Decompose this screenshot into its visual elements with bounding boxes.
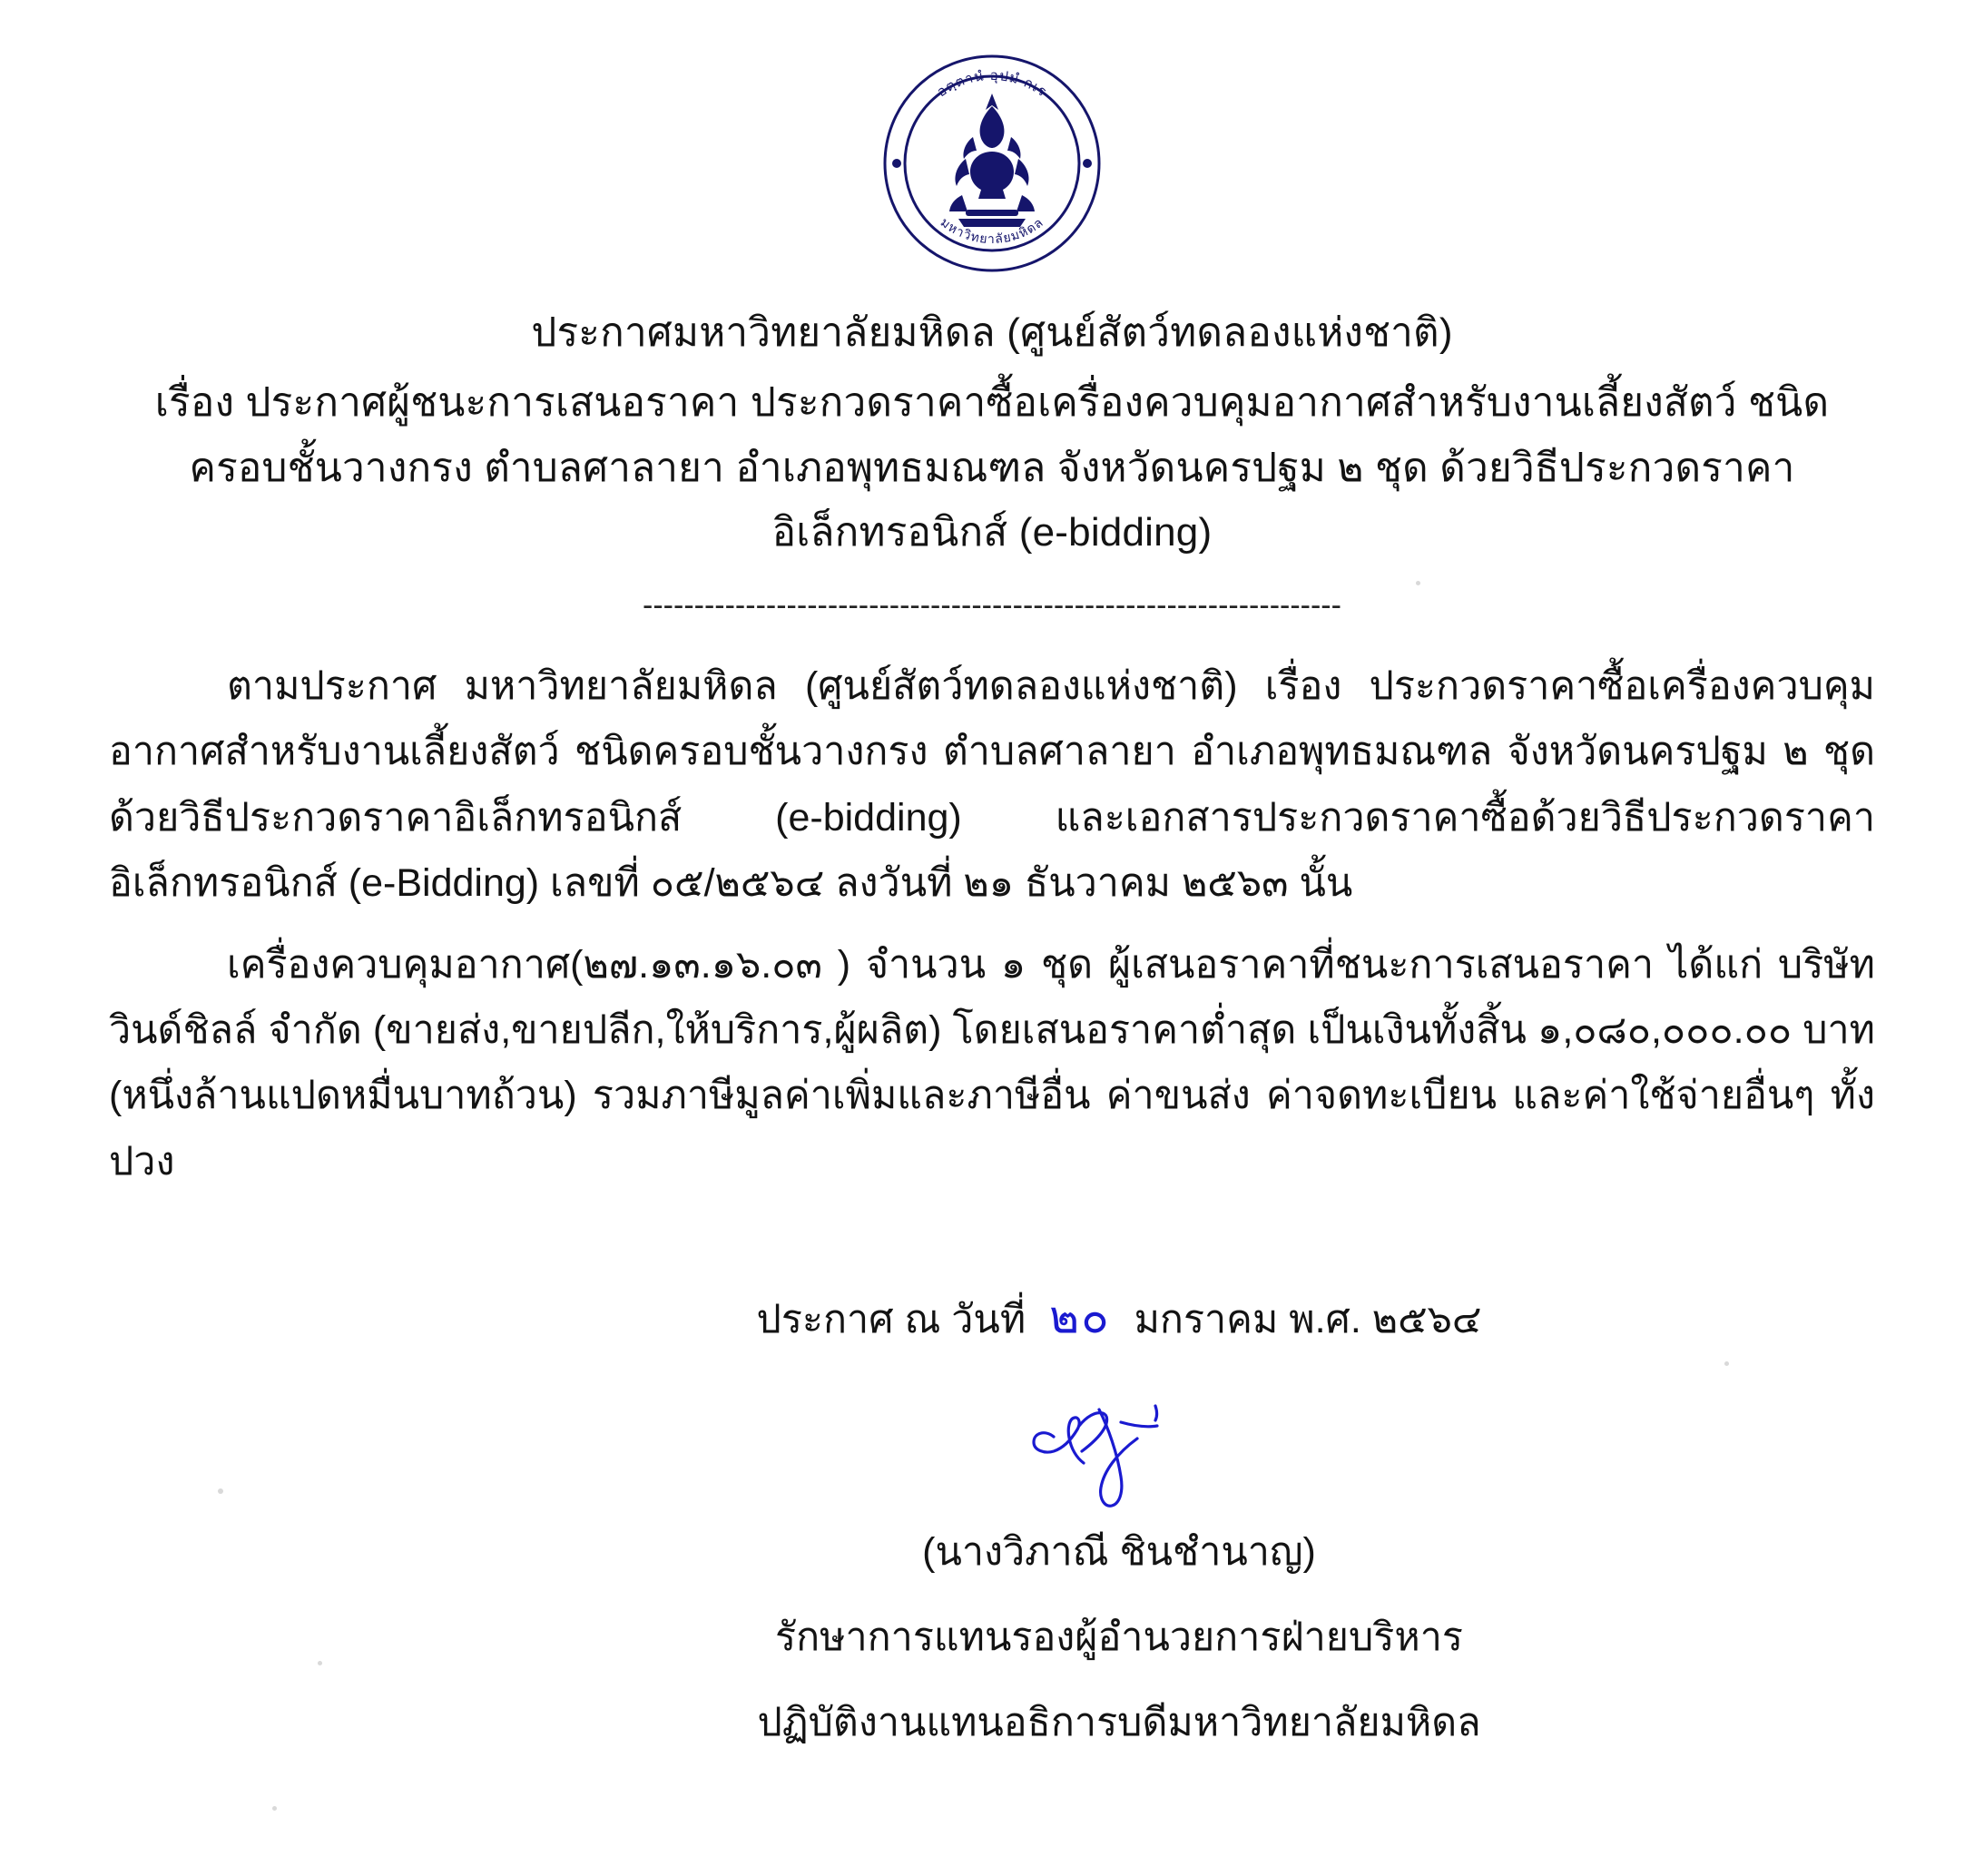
signature-icon bbox=[363, 1390, 1875, 1517]
signer-role-line-2: ปฏิบัติงานแทนอธิการบดีมหาวิทยาลัยมหิดล bbox=[757, 1700, 1481, 1744]
scan-speck bbox=[1724, 1361, 1729, 1366]
scan-speck bbox=[1416, 581, 1420, 585]
signer-role-line-1: รักษาการแทนรองผู้อำนวยการฝ่ายบริหาร bbox=[775, 1615, 1463, 1659]
signer-name: (นางวิภาณี ชินชำนาญ) bbox=[922, 1529, 1316, 1574]
paragraph-1: ตามประกาศ มหาวิทยาลัยมหิดล (ศูนย์สัตว์ทดลองแห่งชาติ) เรื่อง ประกวดราคาซื้อเครื่องควบคุมอากาศสำหรับงานเลี้ยงสัตว์ ชนิดครอบชั้นวางกรง ตำบลศาลายา อำเภอพุทธมณฑล จังหวัดนครปฐม ๒ ชุด ด้วยวิธีประกวดราคาอิเล็กทรอนิกส์ (e-bidding) และเอกสารประกวดราคาซื้อด้วยวิธีประกวดราคาอิเล็กทรอนิกส์ (e-Bidding) เลขที่ ๐๕/๒๕๖๔ ลงวันที่ ๒๑ ธันวาคม ๒๕๖๓ นั้น bbox=[109, 664, 1875, 905]
document-header bbox=[109, 300, 1875, 565]
dateline-prefix: ประกาศ ณ วันที่ bbox=[756, 1297, 1026, 1341]
page-title: ประกาศมหาวิทยาลัยมหิดล (ศูนย์สัตว์ทดลองแห่งชาติ) bbox=[531, 310, 1453, 355]
dateline-day-handwritten: ๒๐ bbox=[1049, 1290, 1111, 1343]
signature-block bbox=[109, 1390, 1875, 1753]
svg-text:มหาวิทยาลัยมหิดล: มหาวิทยาลัยมหิดล bbox=[937, 215, 1047, 248]
svg-text:อตฺตานํ อุปมํ กเร: อตฺตานํ อุปมํ กเร bbox=[933, 66, 1051, 101]
scan-speck bbox=[272, 1806, 277, 1811]
dateline bbox=[109, 1282, 1875, 1353]
divider: -------------------------------------------------------------------- bbox=[643, 588, 1341, 624]
emblem-container bbox=[109, 0, 1875, 277]
dateline-suffix: มกราคม พ.ศ. ๒๕๖๔ bbox=[1134, 1297, 1482, 1341]
document-body bbox=[109, 653, 1875, 1194]
mahidol-seal-icon bbox=[879, 50, 1105, 277]
paragraph-2: เครื่องควบคุมอากาศ(๒๗.๑๓.๑๖.๐๓ ) จำนวน ๑ ชุด ผู้เสนอราคาที่ชนะการเสนอราคา ได้แก่ บริษัท วินด์ชิลล์ จำกัด (ขายส่ง,ขายปลีก,ให้บริการ,ผู้ผลิต) โดยเสนอราคาต่ำสุด เป็นเงินทั้งสิ้น ๑,๐๘๐,๐๐๐.๐๐ บาท (หนึ่งล้านแปดหมื่นบาทถ้วน) รวมภาษีมูลค่าเพิ่มและภาษีอื่น ค่าขนส่ง ค่าจดทะเบียน และค่าใช้จ่ายอื่นๆ ทั้งปวง bbox=[109, 943, 1875, 1184]
document-subject: เรื่อง ประกาศผู้ชนะการเสนอราคา ประกวดราคาซื้อเครื่องควบคุมอากาศสำหรับงานเลี้ยงสัตว์ ชนิดครอบชั้นวางกรง ตำบลศาลายา อำเภอพุทธมณฑล จังหวัดนครปฐม ๒ ชุด ด้วยวิธีประกวดราคาอิเล็กทรอนิกส์ (e-bidding) bbox=[154, 380, 1830, 555]
